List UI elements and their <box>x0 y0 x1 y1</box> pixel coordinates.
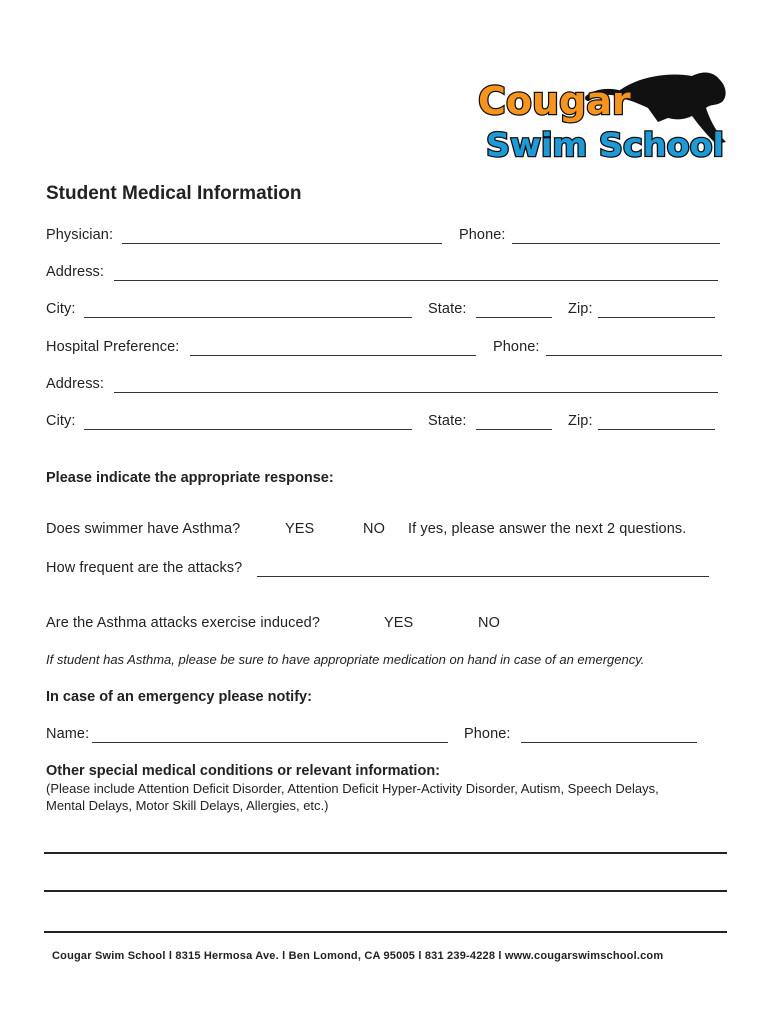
emergency-phone-label: Phone: <box>464 726 511 742</box>
asthma-question: Does swimmer have Asthma? <box>46 521 241 537</box>
asthma-yes-option[interactable]: YES <box>285 521 315 537</box>
physician-city-label: City: <box>46 301 76 317</box>
footer-contact-info: Cougar Swim School l 8315 Hermosa Ave. l Ben Lomond, CA 95005 l 831 239-4228 l www.cougarswimschool.com <box>52 950 664 962</box>
other-writein-line-1[interactable] <box>44 852 727 854</box>
other-writein-line-2[interactable] <box>44 890 727 892</box>
asthma-followup-note: If yes, please answer the next 2 questions. <box>408 521 687 537</box>
emergency-heading: In case of an emergency please notify: <box>46 689 312 705</box>
physician-phone-field[interactable] <box>512 243 720 244</box>
hospital-city-label: City: <box>46 413 76 429</box>
physician-state-label: State: <box>428 301 467 317</box>
hospital-zip-label: Zip: <box>568 413 593 429</box>
frequency-question: How frequent are the attacks? <box>46 560 243 576</box>
physician-city-field[interactable] <box>84 317 412 318</box>
emergency-phone-field[interactable] <box>521 742 697 743</box>
exercise-question: Are the Asthma attacks exercise induced? <box>46 615 321 631</box>
physician-state-field[interactable] <box>476 317 552 318</box>
hospital-address-field[interactable] <box>114 392 718 393</box>
physician-address-field[interactable] <box>114 280 718 281</box>
hospital-address-label: Address: <box>46 376 105 392</box>
physician-address-label: Address: <box>46 264 105 280</box>
medication-note: If student has Asthma, please be sure to have appropriate medication on hand in case of an emergency. <box>46 652 645 667</box>
other-instructions-line1: (Please include Attention Deficit Disorder, Attention Deficit Hyper-Activity Disorder, Autism, Speech Delays, <box>46 781 659 796</box>
physician-zip-label: Zip: <box>568 301 593 317</box>
hospital-label: Hospital Preference: <box>46 339 180 355</box>
physician-field[interactable] <box>122 243 442 244</box>
hospital-city-field[interactable] <box>84 429 412 430</box>
response-heading: Please indicate the appropriate response: <box>46 470 334 486</box>
physician-zip-field[interactable] <box>598 317 715 318</box>
hospital-state-label: State: <box>428 413 467 429</box>
page-title: Student Medical Information <box>46 183 302 204</box>
other-instructions-line2: Mental Delays, Motor Skill Delays, Allergies, etc.) <box>46 798 329 813</box>
hospital-state-field[interactable] <box>476 429 552 430</box>
logo-line1: Cougar <box>478 79 631 123</box>
other-heading: Other special medical conditions or relevant information: <box>46 763 440 779</box>
hospital-zip-field[interactable] <box>598 429 715 430</box>
hospital-phone-label: Phone: <box>493 339 540 355</box>
exercise-yes-option[interactable]: YES <box>384 615 414 631</box>
hospital-phone-field[interactable] <box>546 355 722 356</box>
hospital-field[interactable] <box>190 355 476 356</box>
physician-phone-label: Phone: <box>459 227 506 243</box>
physician-label: Physician: <box>46 227 114 243</box>
emergency-name-label: Name: <box>46 726 90 742</box>
emergency-name-field[interactable] <box>92 742 448 743</box>
logo-line2: Swim School <box>486 126 724 164</box>
exercise-no-option[interactable]: NO <box>478 615 500 631</box>
cougar-swim-school-logo <box>470 68 732 166</box>
asthma-no-option[interactable]: NO <box>363 521 385 537</box>
frequency-field[interactable] <box>257 576 709 577</box>
footer-divider <box>44 931 727 933</box>
